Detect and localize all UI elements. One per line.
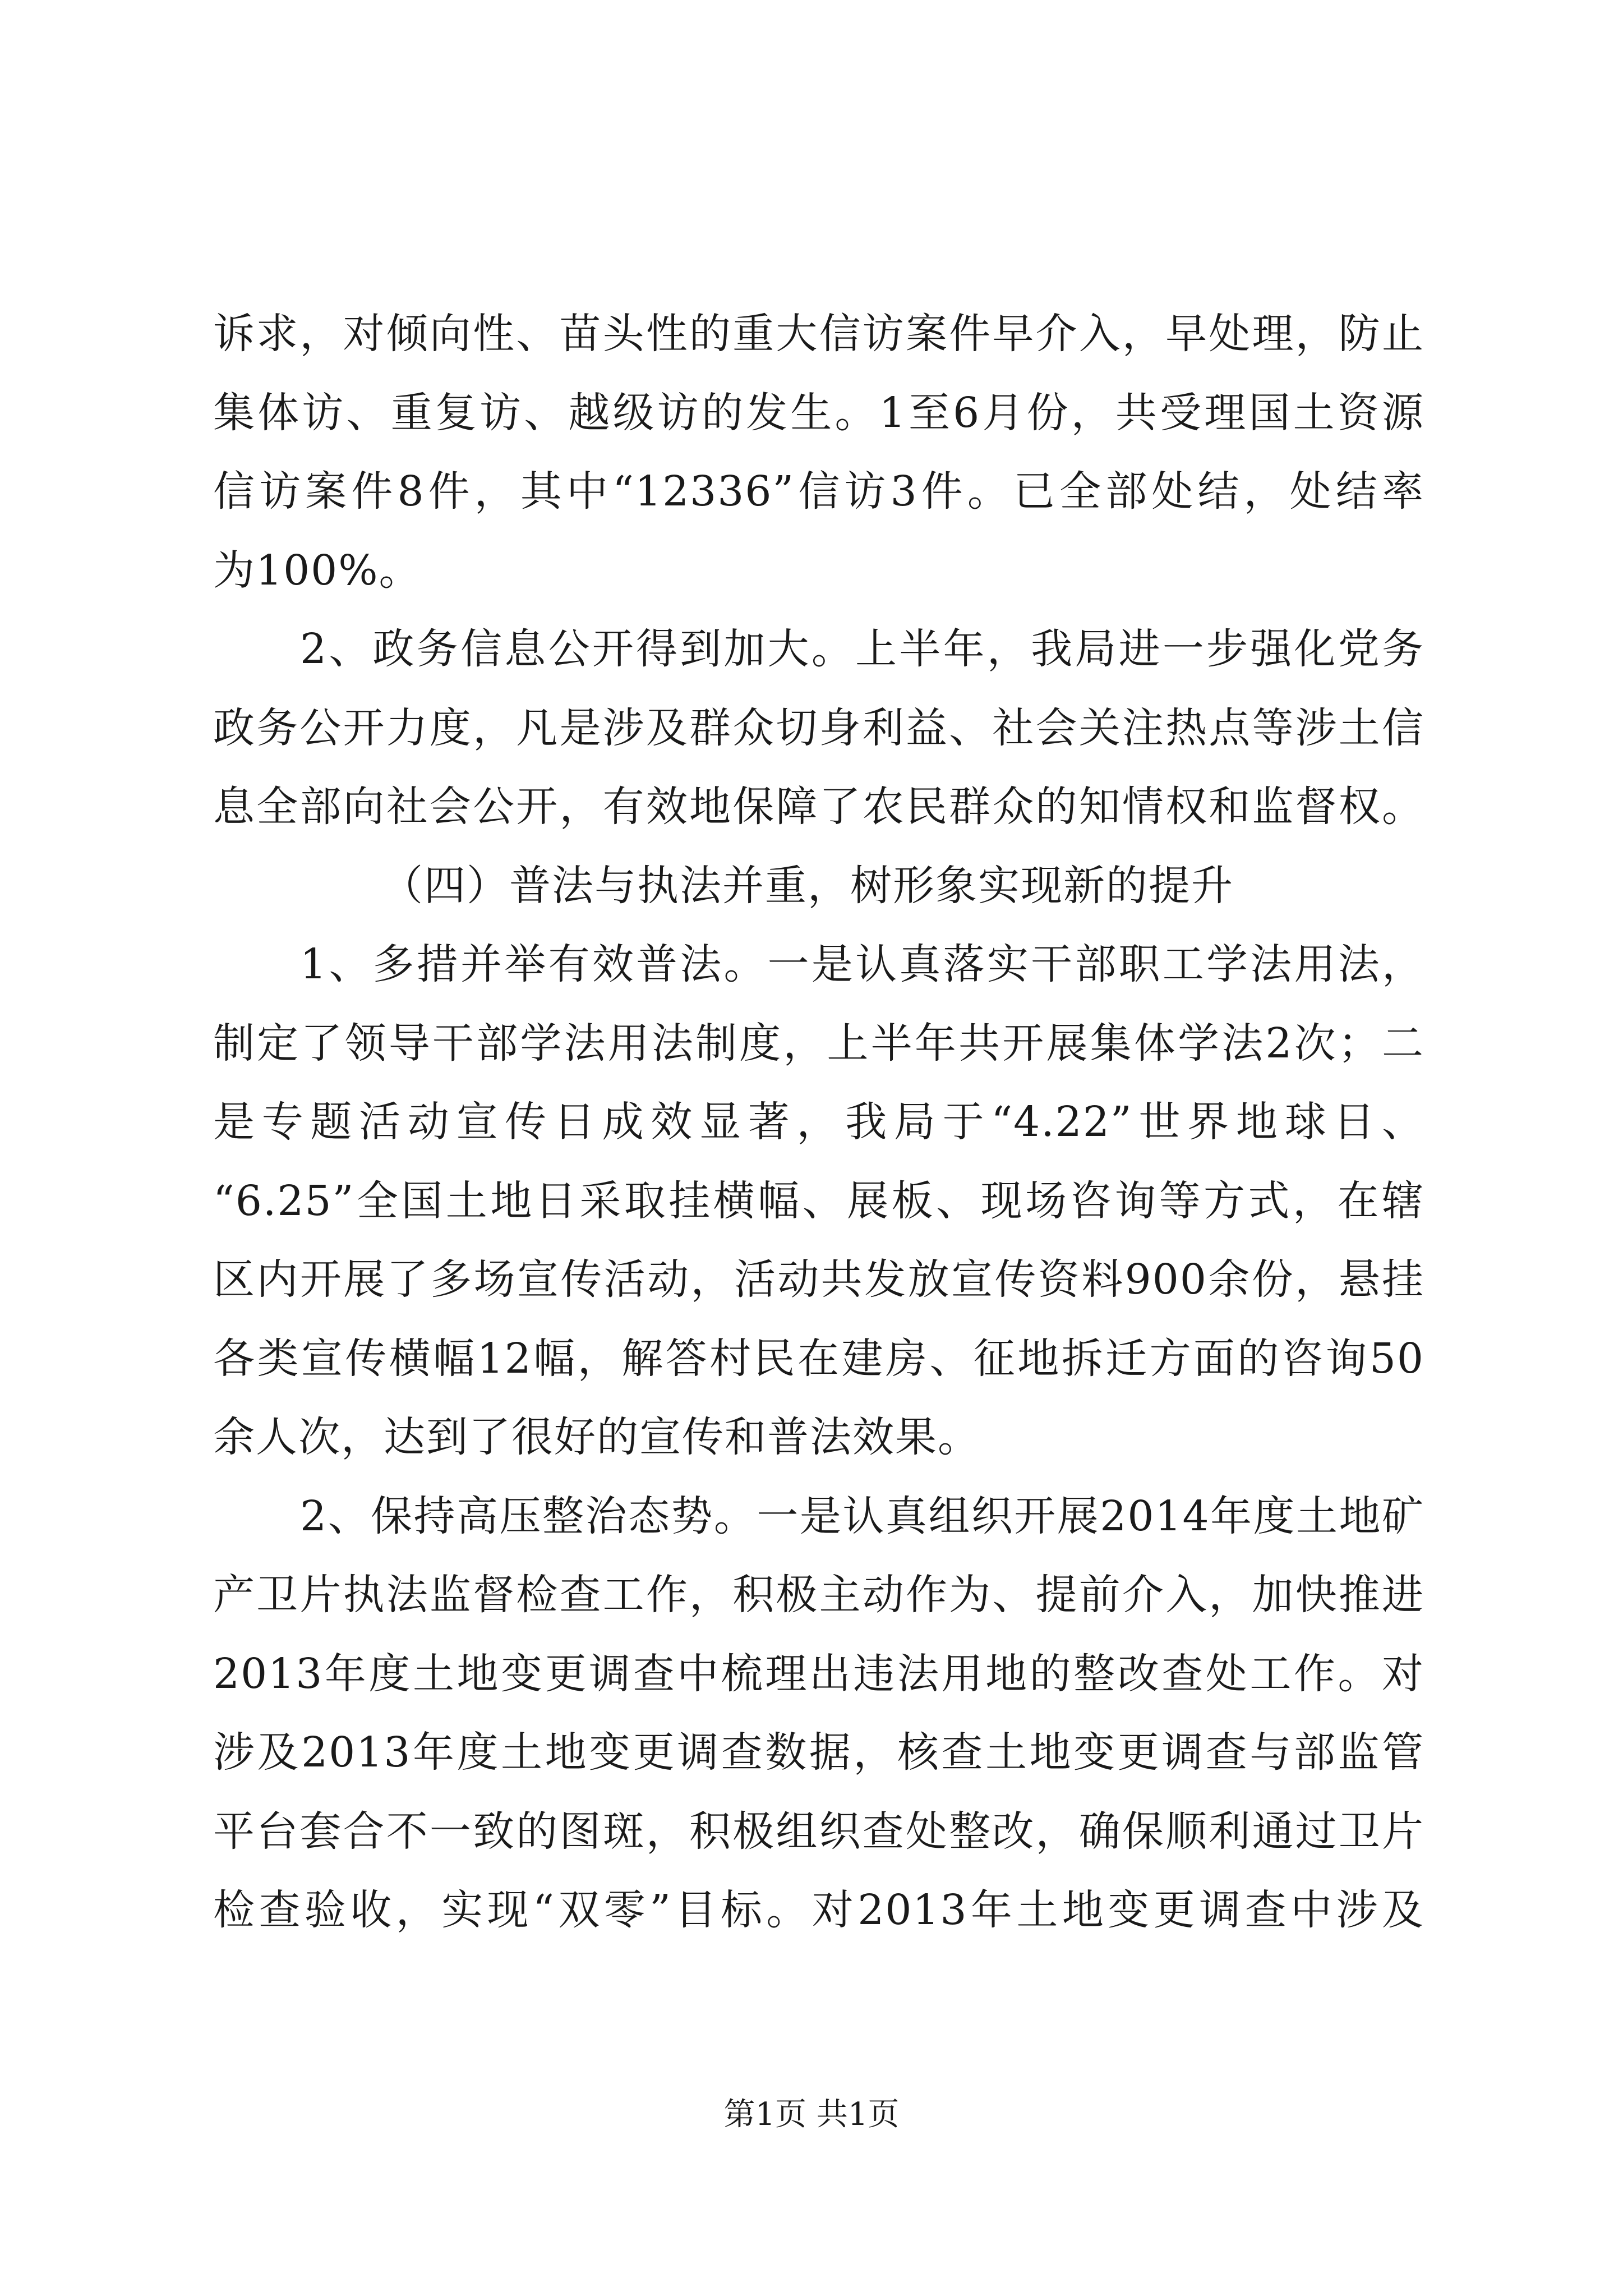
text-line: 余人次，达到了很好的宣传和普法效果。 <box>213 1413 980 1461</box>
text-line: 为100%。 <box>213 546 422 595</box>
text-line: 制定了领导干部学法用法制度，上半年共开展集体学法2次；二 <box>213 1019 1424 1068</box>
text-line: 政务公开力度，凡是涉及群众切身利益、社会关注热点等涉土信 <box>213 703 1424 752</box>
text-line: 平台套合不一致的图斑，积极组织查处整改，确保顺利通过卫片 <box>213 1807 1424 1856</box>
text-line: 集体访、重复访、越级访的发生。1至6月份，共受理国土资源 <box>213 388 1424 437</box>
text-line: 2013年度土地变更调查中梳理出违法用地的整改查处工作。对 <box>213 1649 1424 1698</box>
text-line: 产卫片执法监督检查工作，积极主动作为、提前介入，加快推进 <box>213 1571 1424 1619</box>
text-line: 1、多措并举有效普法。一是认真落实干部职工学法用法， <box>300 940 1424 988</box>
text-line: “6.25”全国土地日采取挂横幅、展板、现场咨询等方式，在辖 <box>213 1176 1424 1225</box>
page-footer: 第1页 共1页 <box>723 2096 900 2133</box>
text-line: 信访案件8件，其中“12336”信访3件。已全部处结，处结率 <box>213 467 1424 516</box>
text-line: 检查验收，实现“双零”目标。对2013年土地变更调查中涉及 <box>213 1886 1424 1934</box>
document-body <box>213 295 1424 1950</box>
text-line: 涉及2013年度土地变更调查数据，核查土地变更调查与部监管 <box>213 1728 1424 1777</box>
text-line: 2、政务信息公开得到加大。上半年，我局进一步强化党务 <box>300 625 1424 673</box>
text-line: 2、保持高压整治态势。一是认真组织开展2014年度土地矿 <box>300 1492 1424 1540</box>
text-line: 诉求，对倾向性、苗头性的重大信访案件早介入，早处理，防止 <box>213 310 1424 358</box>
text-line: 是专题活动宣传日成效显著，我局于“4.22”世界地球日、 <box>213 1098 1424 1146</box>
text-line: 息全部向社会公开，有效地保障了农民群众的知情权和监督权。 <box>213 783 1424 831</box>
section-heading: （四）普法与执法并重，树形象实现新的提升 <box>381 861 1234 910</box>
text-line: 区内开展了多场宣传活动，活动共发放宣传资料900余份，悬挂 <box>213 1255 1424 1304</box>
text-line: 各类宣传横幅12幅，解答村民在建房、征地拆迁方面的咨询50 <box>213 1334 1424 1383</box>
